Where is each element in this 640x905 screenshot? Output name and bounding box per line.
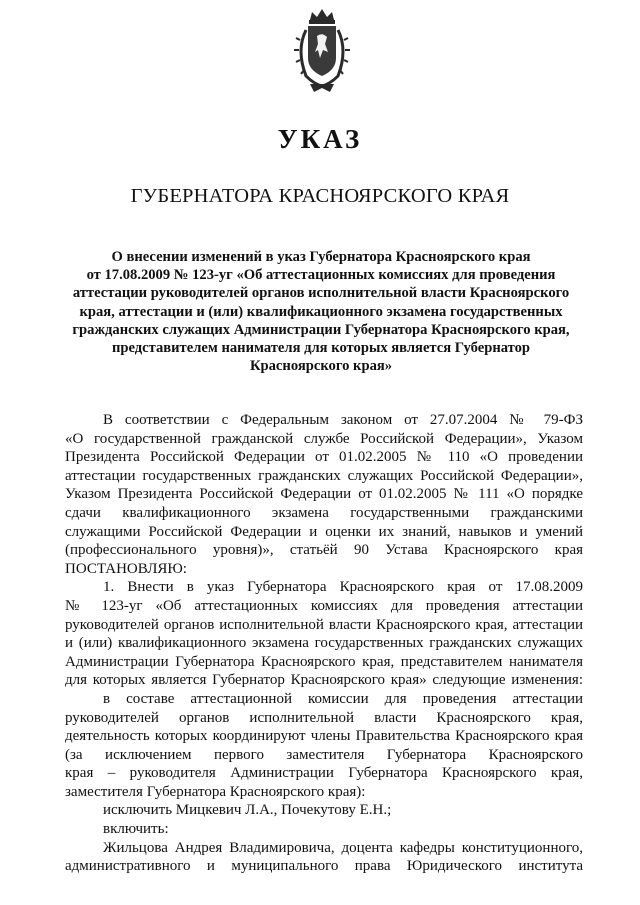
- body-line: В соответствии с Федеральным законом от 27.07.2004 № 79-ФЗ: [103, 412, 583, 428]
- heading-line: О внесении изменений в указ Губернатора Красноярского края: [111, 249, 531, 265]
- body-line: края – руководителя Администрации Губернатора Красноярского края,: [65, 765, 583, 782]
- coat-of-arms-emblem: [292, 6, 352, 94]
- body-line: аттестации государственных гражданских служащих Российской Федерации»,: [65, 467, 583, 484]
- body-line: «О государственной гражданской службе Российской Федерации», Указом: [65, 430, 583, 447]
- heading-line: Красноярского края»: [249, 358, 393, 375]
- decree-body: [65, 411, 583, 876]
- body-line: административного и муниципального права Юридического института: [65, 858, 583, 875]
- body-line: 1. Внести в указ Губернатора Красноярского края от 17.08.2009: [103, 579, 583, 596]
- body-line: в составе аттестационной комиссии для проведения аттестации: [103, 690, 583, 707]
- document-issuer: ГУБЕРНАТОРА КРАСНОЯРСКОГО КРАЯ: [130, 185, 510, 207]
- body-line: № 123-уг «Об аттестационных комиссиях для проведения аттестации: [65, 597, 583, 614]
- heading-line: представителем нанимателя для которых является Губернатор: [111, 340, 531, 357]
- body-line: для которых является Губернатор Красноярского края» следующие изменения:: [65, 672, 583, 689]
- heading-line: аттестации руководителей органов исполнительной власти Красноярского: [72, 285, 570, 302]
- body-line: сдачи квалификационного экзамена государственными гражданскими: [65, 504, 583, 521]
- document-title: УКАЗ: [277, 124, 363, 154]
- heading-line: края, аттестации и (или) квалификационного экзамена государственных: [79, 303, 563, 320]
- heading-line: от 17.08.2009 № 123-уг «Об аттестационных комиссиях для проведения: [86, 267, 556, 284]
- decree-heading: [40, 248, 602, 375]
- body-line: заместителя Губернатора Красноярского края):: [65, 783, 366, 800]
- heading-line: гражданских служащих Администрации Губернатора Красноярского края,: [72, 321, 570, 338]
- body-line-decree-word: ПОСТАНОВЛЯЮ:: [65, 560, 187, 577]
- body-line: (профессионального уровня)», статьёй 90 Устава Красноярского края: [65, 542, 583, 559]
- body-line: Жильцова Андрея Владимировича, доцента кафедры конституционного,: [103, 839, 583, 856]
- body-line: Президента Российской Федерации от 01.02.2005 № 110 «О проведении: [65, 449, 583, 466]
- body-line: руководителей органов исполнительной власти Красноярского края, аттестации: [65, 616, 583, 633]
- body-line: включить:: [103, 821, 169, 838]
- body-line: руководителей органов исполнительной власти Красноярского края,: [65, 709, 583, 726]
- body-line: и (или) квалификационного экзамена государственных гражданских служащих: [65, 635, 583, 652]
- body-line: (за исключением первого заместителя Губернатора Красноярского: [65, 746, 583, 763]
- body-line: деятельность которых координируют члены Правительства Красноярского края: [65, 728, 583, 745]
- body-line: исключить Мицкевич Л.А., Почекутову Е.Н.;: [103, 802, 392, 819]
- body-line: Администрации Губернатора Красноярского края, представителем нанимателя: [65, 653, 583, 670]
- body-line: Указом Президента Российской Федерации от 01.02.2005 № 111 «О порядке: [65, 486, 583, 503]
- body-line: служащими Российской Федерации и оценки их знаний, навыков и умений: [65, 523, 583, 540]
